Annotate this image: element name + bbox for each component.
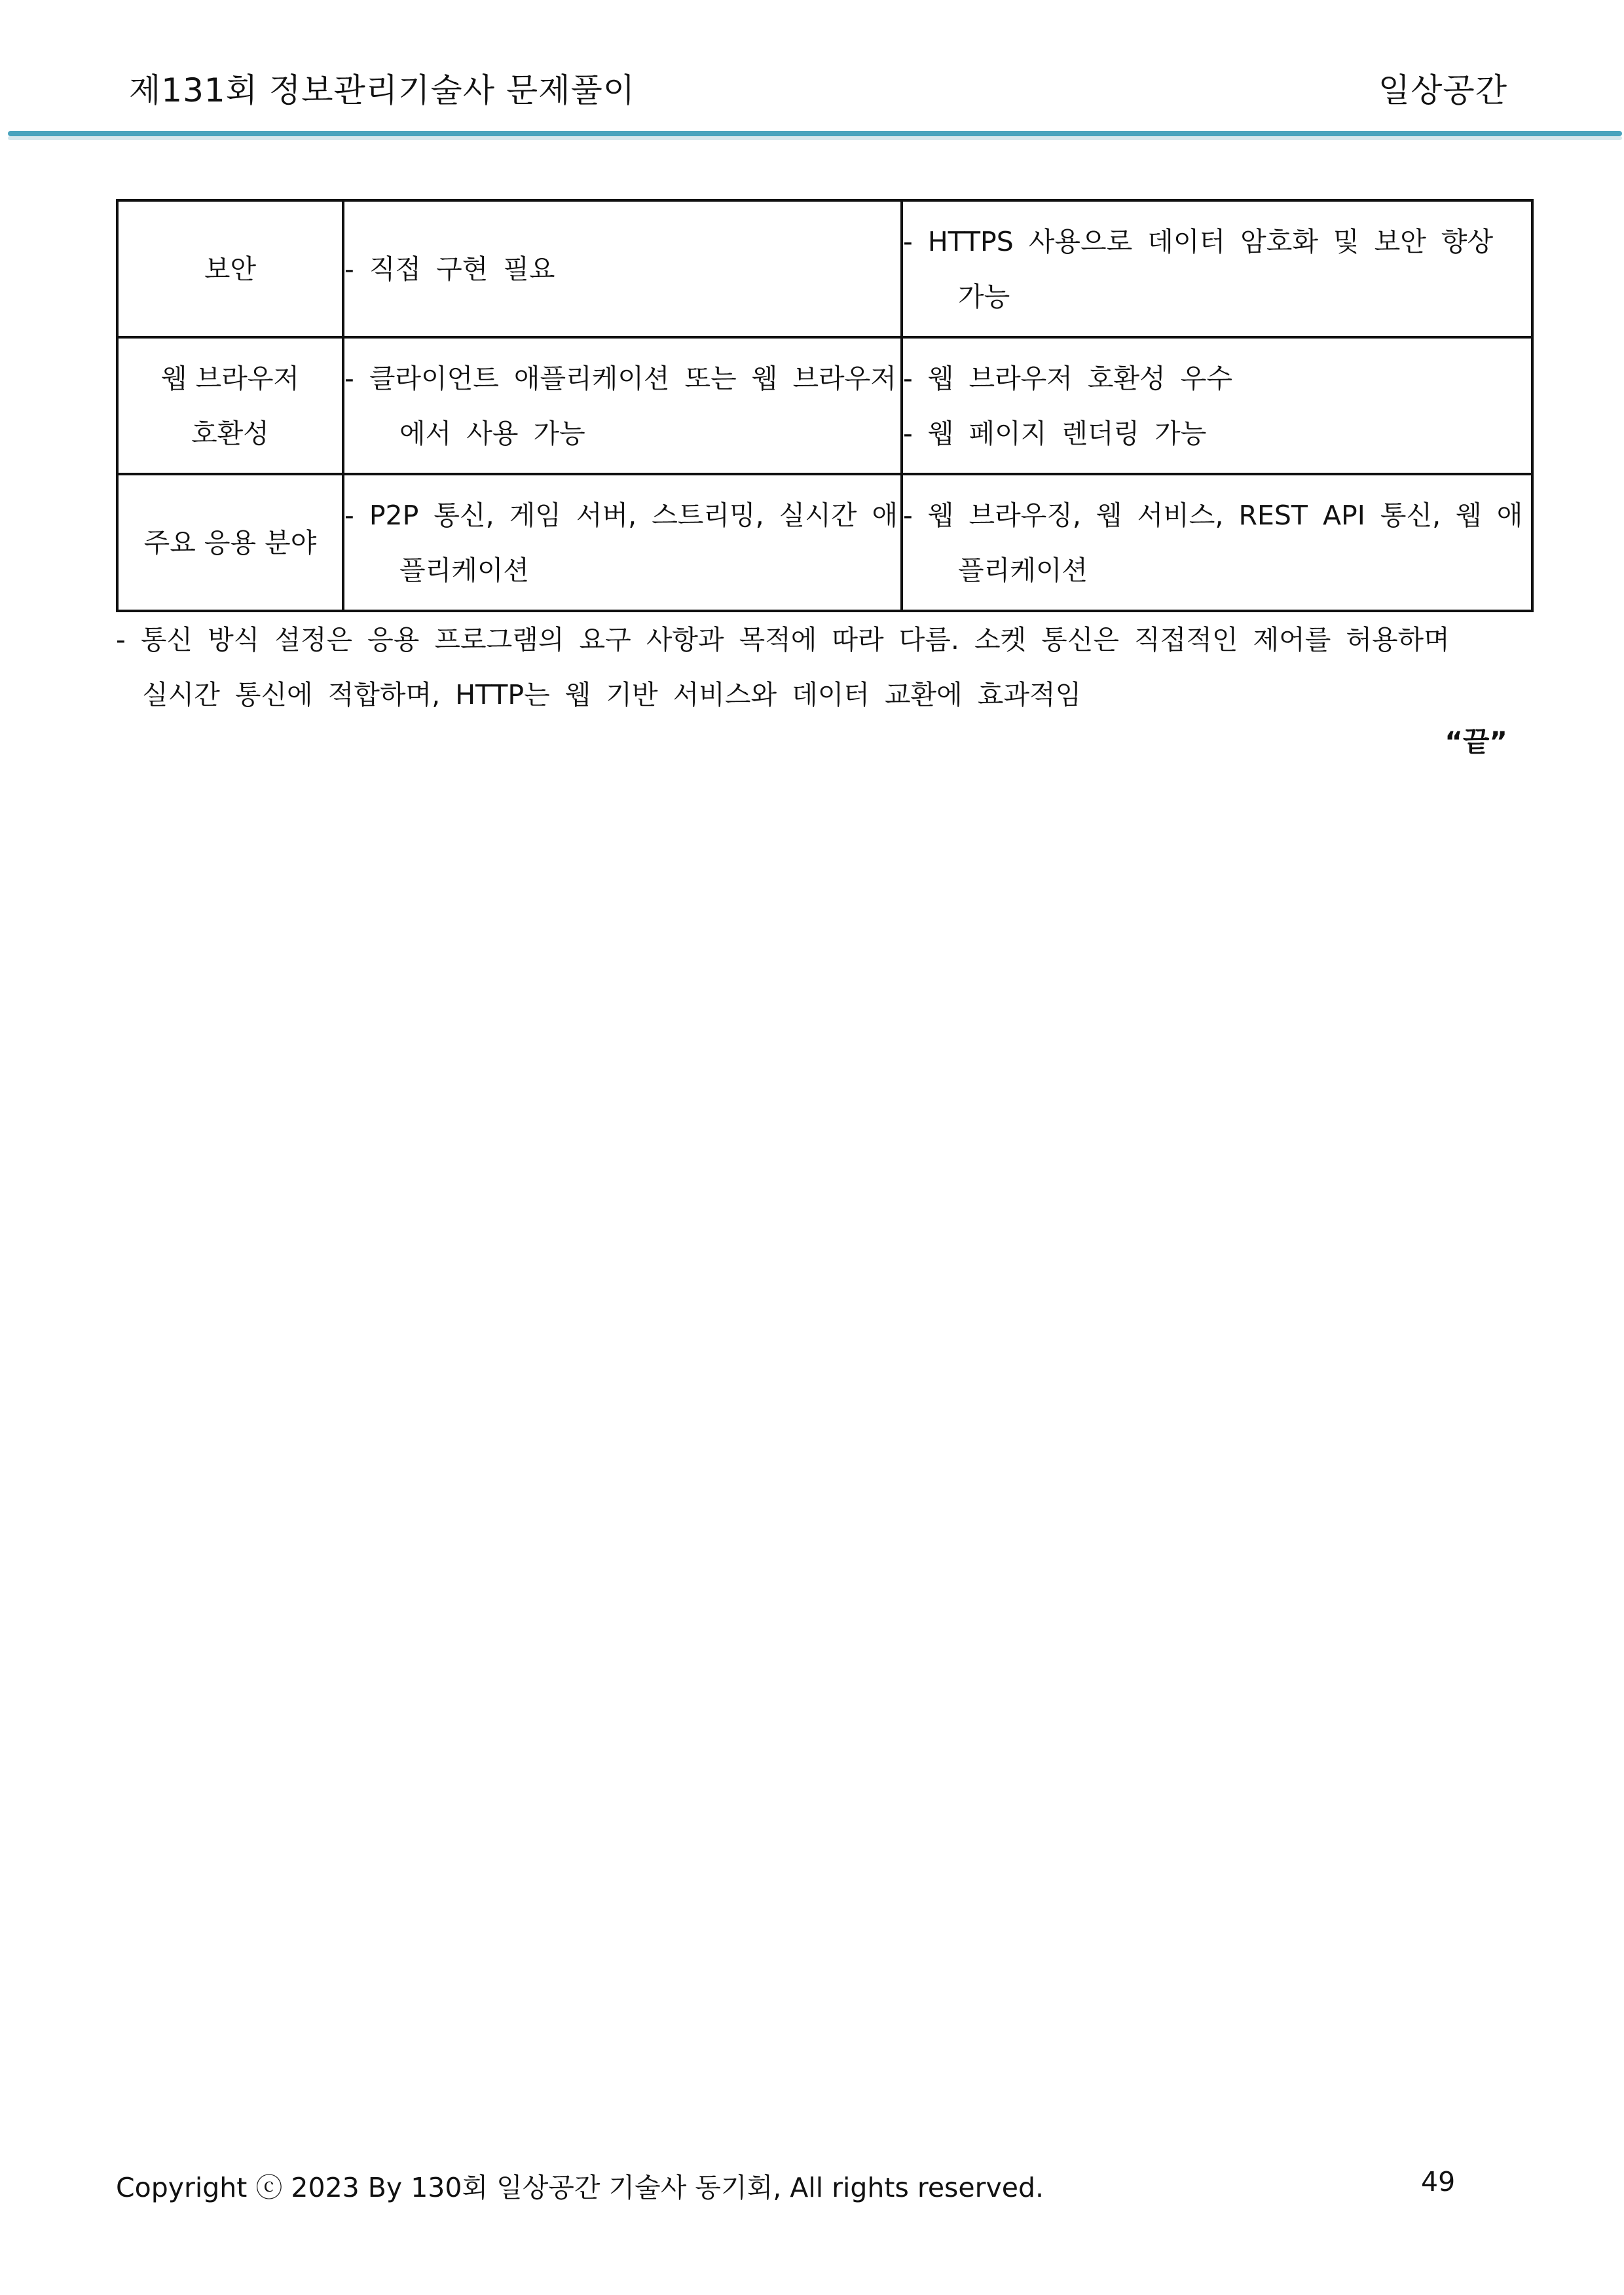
socket-cell <box>343 337 902 474</box>
summary-note <box>116 612 1517 722</box>
table-row <box>117 337 1532 474</box>
cell-bullet: - HTTPS 사용으로 데이터 암호화 및 보안 향상 가능 <box>903 225 1494 312</box>
row-label: 주요 응용 분야 <box>143 526 317 559</box>
row-label: 웹 브라우저 <box>160 362 300 394</box>
cell-bullet: - P2P 통신, 게임 서버, 스트리밍, 실시간 애플리케이션 <box>344 499 898 586</box>
cell-bullet: - 클라이언트 애플리케이션 또는 웹 브라우저에서 사용 가능 <box>344 362 896 449</box>
header-group-name: 일상공간 <box>1378 71 1507 109</box>
cell-bullet: - 웹 페이지 렌더링 가능 <box>903 417 1207 449</box>
table-row <box>117 474 1532 611</box>
row-label: 호환성 <box>191 417 269 449</box>
row-label-cell <box>117 337 343 474</box>
http-cell <box>902 200 1532 337</box>
socket-cell <box>343 474 902 611</box>
table-row <box>117 200 1532 337</box>
socket-cell <box>343 200 902 337</box>
end-mark: “끝” <box>1445 725 1507 758</box>
row-label-cell <box>117 474 343 611</box>
note-line: 실시간 통신에 적합하며, HTTP는 웹 기반 서비스와 데이터 교환에 효과적임 <box>142 679 1082 710</box>
row-label: 보안 <box>204 253 257 285</box>
http-cell <box>902 337 1532 474</box>
cell-bullet: - 웹 브라우징, 웹 서비스, REST API 통신, 웹 애플리케이션 <box>903 499 1523 586</box>
row-label-cell <box>117 200 343 337</box>
footer-copyright: Copyright ⓒ 2023 By 130회 일상공간 기술사 동기회, All rights reserved. <box>116 2172 1044 2203</box>
cell-bullet: - 직접 구현 필요 <box>344 253 555 285</box>
page-number: 49 <box>1421 2166 1456 2197</box>
header-divider <box>8 131 1622 136</box>
cell-bullet: - 웹 브라우저 호환성 우수 <box>903 362 1232 394</box>
comparison-table <box>116 199 1534 612</box>
document-title: 제131회 정보관리기술사 문제풀이 <box>129 71 636 109</box>
header-divider-shadow <box>8 136 1622 140</box>
http-cell <box>902 474 1532 611</box>
note-line: - 통신 방식 설정은 응용 프로그램의 요구 사항과 목적에 따라 다름. 소켓 통신은 직접적인 제어를 허용하며 <box>116 624 1450 655</box>
